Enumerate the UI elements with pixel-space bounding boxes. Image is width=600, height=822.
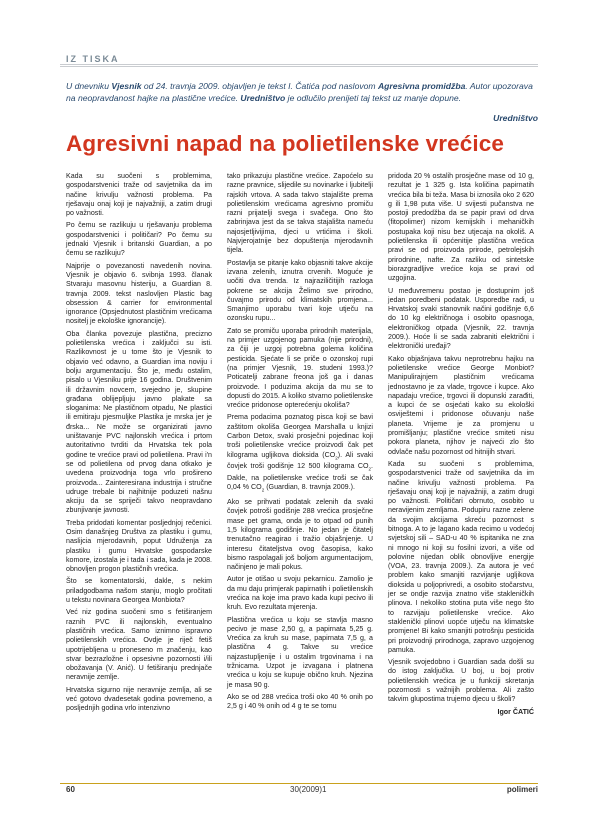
paragraph: Po čemu se razlikuju u rješavanju problema gospodarstvenici i političari? Po čemu su jednaki Vjesnik i britanski Guardian, a po čemu se razlikuju?: [66, 221, 212, 258]
article-column-3: [388, 172, 534, 717]
paragraph: Ako se prihvati podatak zelenih da svaki čovjek potroši godišnje 288 vrećica prosječne mase pet grama, onda je to otpad od punih 1,5 kilograma godišnje. No jedan je čitatelj trenutačno reagirao i tražio objašnjenje. U interesu čitateljstva ovog časopisa, kako bismo raspolagali još boljom argumentacijom, načinjeno je mali pokus.: [227, 498, 373, 572]
journal-brand: polimeri: [506, 785, 538, 794]
paragraph: Oba članka povezuje plastična, precizno polietilenska vrećica i zaključci su isti. Razlikovnost je u tome što je Vjesnik to objavio već odavno, a Guardian ima noviju i bolju argumentaciju. Što je, među ostalim, pisalo u Vjesniku prije 16 godina. Društvenim ili državnim novcem, svejedno je, skupine građana oblijepljuju javno plakate sa sloganima: Ne plastičnom otpadu, Ne plastici ili emitiraju pjesmuljke Plastika je mrska jer je đrska... Ne može se organizirati javno uništavanje PVC najlonskih vrećica i prtom autoritativno tvrditi da Hrvatska tek pola godine te vrećice pravi od polietilena. Pravi i'n se od polietilena od prvog dana otkako je uvedena proizvodnja toga vrlo prošireno proizvoda... Zainteresirana industrija i stručne udruge trebale bi najhitnije poduzeti našnu akciju da se spriječi takvo neopravdano zbunjivanje javnosti.: [66, 329, 212, 515]
paragraph: U međuvremenu postao je dostupnim još jedan poredbeni podatak. Usporedbe radi, u Hrvatskoj svaki stanovnik načini godišnje 6,6 do 10 kg električnoga i osobito opasnoga, elektroničkog otpada (Vjesnik, 22. travnja 2009.). Hoće li se sada zabraniti električni i elektronički uređaji?: [388, 286, 534, 351]
editor-signature: Uredništvo: [493, 113, 538, 123]
paragraph: Vjesnik svojedobno i Guardian sada došli su do istog zaključka. U boj, u boj protiv polietilenskih vrećica je u funkciji skretanja pozornosti s važnijih problema. Ali zašto takvim glupostima trujemo djecu u školi?: [388, 658, 534, 704]
paragraph: Kada su suočeni s problemima, gospodarstvenici traže od savjetnika da im načine krivulju važnosti problema. Pa rješavaju onaj koji je najvažniji, a zatim drugi po važnosti.: [66, 172, 212, 218]
paragraph: Treba pridodati komentar posljednjoj rečenici. Osim današnjeg Društva za plastiku i gumu, naslijcia mjerodavnih, poput Udruženja za plastiku i gumu Hrvatske gospodarske komore, izostala je i tada i sada, kada je 2008. obnovljen progon plastičnih vrećica.: [66, 518, 212, 574]
paragraph: Autor je otišao u svoju pekarnicu. Zamolio je da mu daju primjerak papirnatih i polietilenskih vrećica na koje ima pravo kada kupi pecivo ili kruh. Evo rezultata mjerenja.: [227, 575, 373, 612]
paragraph: Najprije o povezanosti navedenih novina. Vjesnik je objavio 6. svibnja 1993. članak Stvaraju masovnu histeriju, a Guardian 8. travnja 2009. tekst naslovljen Plastic bag obsession & carrier for environmental ignorance (Opsjednutost plastičnim vrećicama nositelj je ekološke ignorancije).: [66, 261, 212, 326]
article-column-2: [227, 172, 373, 715]
footer-rule: [60, 783, 538, 784]
intro-paragraph: U dnevniku Vjesnik od 24. travnja 2009. objavljen je tekst I. Čatića pod naslovom Agresivna promidžba. Autor upozorava na neopravdanost hajke na plastične vrećice. Uredništvo je odlučilo prenijeti taj tekst uz manje dopune.: [66, 81, 533, 103]
paragraph: pridoda 20 % ostalih prosječne mase od 10 g, rezultat je 1 325 g. Ista količina papirnatih vrećica bila bi teža. Masa bi iznosila oko 2 620 g ili 1,98 puta više. U svijesti pučanstva ne postoji predodžba da se papir pravi od drva (fitopolimer) nizom kemijskih i mehaničkih postupaka koji nisu bez utjecaja na okoliš. A polietilenska ili općenitije plastična vrećica pravi se od proizvoda prirode, petrolejskih prirodnine, nafte. Za razliku od sintetske biorazgradljive vrećice koja se pravi od uzgojina.: [388, 172, 534, 283]
paragraph: Što se komentatorski, dakle, s nekim priladgodbama našom stanju, moglo pročitati u tekstu novinara Georgea Monbiota?: [66, 577, 212, 605]
page-number: 60: [66, 785, 75, 794]
paragraph: Hrvatska sigurno nije neravnije zemlja, ali se već gotovo dvadesetak godina povremeno, a posljednjih godina vrlo intenzivno: [66, 685, 212, 713]
paragraph: tako prikazuju plastične vrećice. Zapoćelo su razne pravnice, slijedile su novinarke i ljubitelji rajskih vrtova. A sada takvo stajalište prema polietilenskim vrećicama agresivno promiču razni prijatelji svega i svačega. Ono što zabrinjava jest da se takva stajališta nameću najosjetljivijima, djeci u vrtićima i školi. Najvjerojatnije bez dopuštenja mjerodavnih tijela.: [227, 172, 373, 255]
issue-number: 30(2009)1: [290, 785, 327, 794]
header-rule: [60, 64, 538, 67]
paragraph: Zato se promiču uporaba prirodnih materijala, na primjer uzgojenog pamuka (nije prirodni), za čiji je uzgoj potrebna golema količina pesticida. Sjećate li se priče o ozonskoj rupi (na primjer Vjesnik, 19. studeni 1993.)? Poticatelji zabrane freona još ga i danas proizvode. I poduzima akcija da mu se to dopusti do 2015. A koliko stvarno polietilenske vrećice pridonose opterećenju okoliša?: [227, 326, 373, 410]
paragraph: Prema podacima poznatog pisca koji se bavi zaštitom okoliša Georgea Marshalla u knjizi Carbon Detox, svaki prosječni pojedinac koji troši polietilenske vrećice proizvodi čak pet kilograma ugljikova dioksida $(CO_2)$. Ali svaki čovjek troši godišnje 12 500 kilograma $CO_2$. Dakle, na polietilenske vrećice troši se čak 0,04 % $CO_2$ (Guardian, 8. travnja 2009.).: [227, 413, 373, 493]
paragraph: Postavlja se pitanje kako objasniti takve akcije izvana zelenih, iznutra crvenih. Moguće je uočiti dva trenda. Iz najraziličitijih razloga pokrene se akcija Želimo sve prirodno, čuvajmo prirodu od klimatskih promjena... Smanjimo uporabu tvari koje utječu na ozonsku rupu...: [227, 258, 373, 323]
paragraph: Kako objašnjava takvu neprotrebnu hajku na polietilenske vrećice George Monbiot? Manipulirajnjem plastičnim vrećicama jednostavno je za vlade, trgovce i kupce. Ako napadaju vrećice, trgovci ili dopunski zarađiti, a kupci će se osjećati kako su ekološki osviještemi i pridonose očuvanju naše planeta. Vrijeme je za promjenu u promišljanju; plastične vrećice smiteti nisu pokora planeta, njihov je najveći zlo što odvlače našu pozornost od hitnijih stvari.: [388, 354, 534, 456]
paragraph: Plastična vrećica u koju se stavlja masno pecivo je mase 2,50 g, a papirnata 5,25 g. Vrećica za kruh su mase, papirnata 7,5 g, a plastična 4 g. Takve su vrećice najzastupljenije i u ostalim trgovinama i na tržnicama. Uzpot je izvagana i platnena vrećica u koju se kupuje obično kruh. Njezina je masa 90 g.: [227, 615, 373, 689]
article-column-1: [66, 172, 212, 717]
author-signature: Igor ČATIĆ: [497, 707, 534, 716]
section-label: IZ TISKA: [66, 54, 120, 64]
paragraph: Već niz godina suočeni smo s fetiširanjem raznih PVC ili najlonskih, eventualno plastičnih vrećica. Samo iznimno ispravno polietilenskih vrećica. Ovdje je riječ fetiš upotrijebljena u proneseno m značenju, kao stvar bezrazložne i opsesivne pozornosti i/ili obožavanja (V. Anić). U fetiširanju prednjače neravnije zemlje.: [66, 608, 212, 682]
paragraph: Kada su suočeni s problemima, gospodarstvenici traže od savjetnika da im načine krivulju važnosti problema. Pa rješavaju onaj koji je najvažniji, a zatim drugi po važnosti. Političari obrnuto, osobito u neravijenim zemljama. Podupiru razne zelene da svojim akcijama skreću pozornost s bitnoga. A to je lagano kada recimo u vodećoj svjetskoj sili – SAD-u 40 % ispitanika ne zna ni mnogo ni koji su fosilni izvori, a više od polovine nijedan oblik obnovljive energije (VOA, 23. travnja 2009.). Za autora je već problem kako smanjiti razvijanje ugljikova dioksida u poljoprivredi, a osobito stočarstvu, jer se ondje razvija znatno više stakleničkih plinova. I nekoliko stotina puta više nego što to razvijaju polietilenske vrećice. Ako staklenički plinovi uopće utječu na klimatske promjene! Bi kako smanjiti potrošnju pesticida pri proizvodnji prirodnoga, zapravo uzgojenog pamuka.: [388, 459, 534, 654]
paragraph: Ako se od 288 vrećica troši oko 40 % onih po 2,5 g i 40 % onih od 4 g te se tomu: [227, 692, 373, 711]
article-title: Agresivni napad na polietilenske vrećice: [66, 131, 504, 156]
